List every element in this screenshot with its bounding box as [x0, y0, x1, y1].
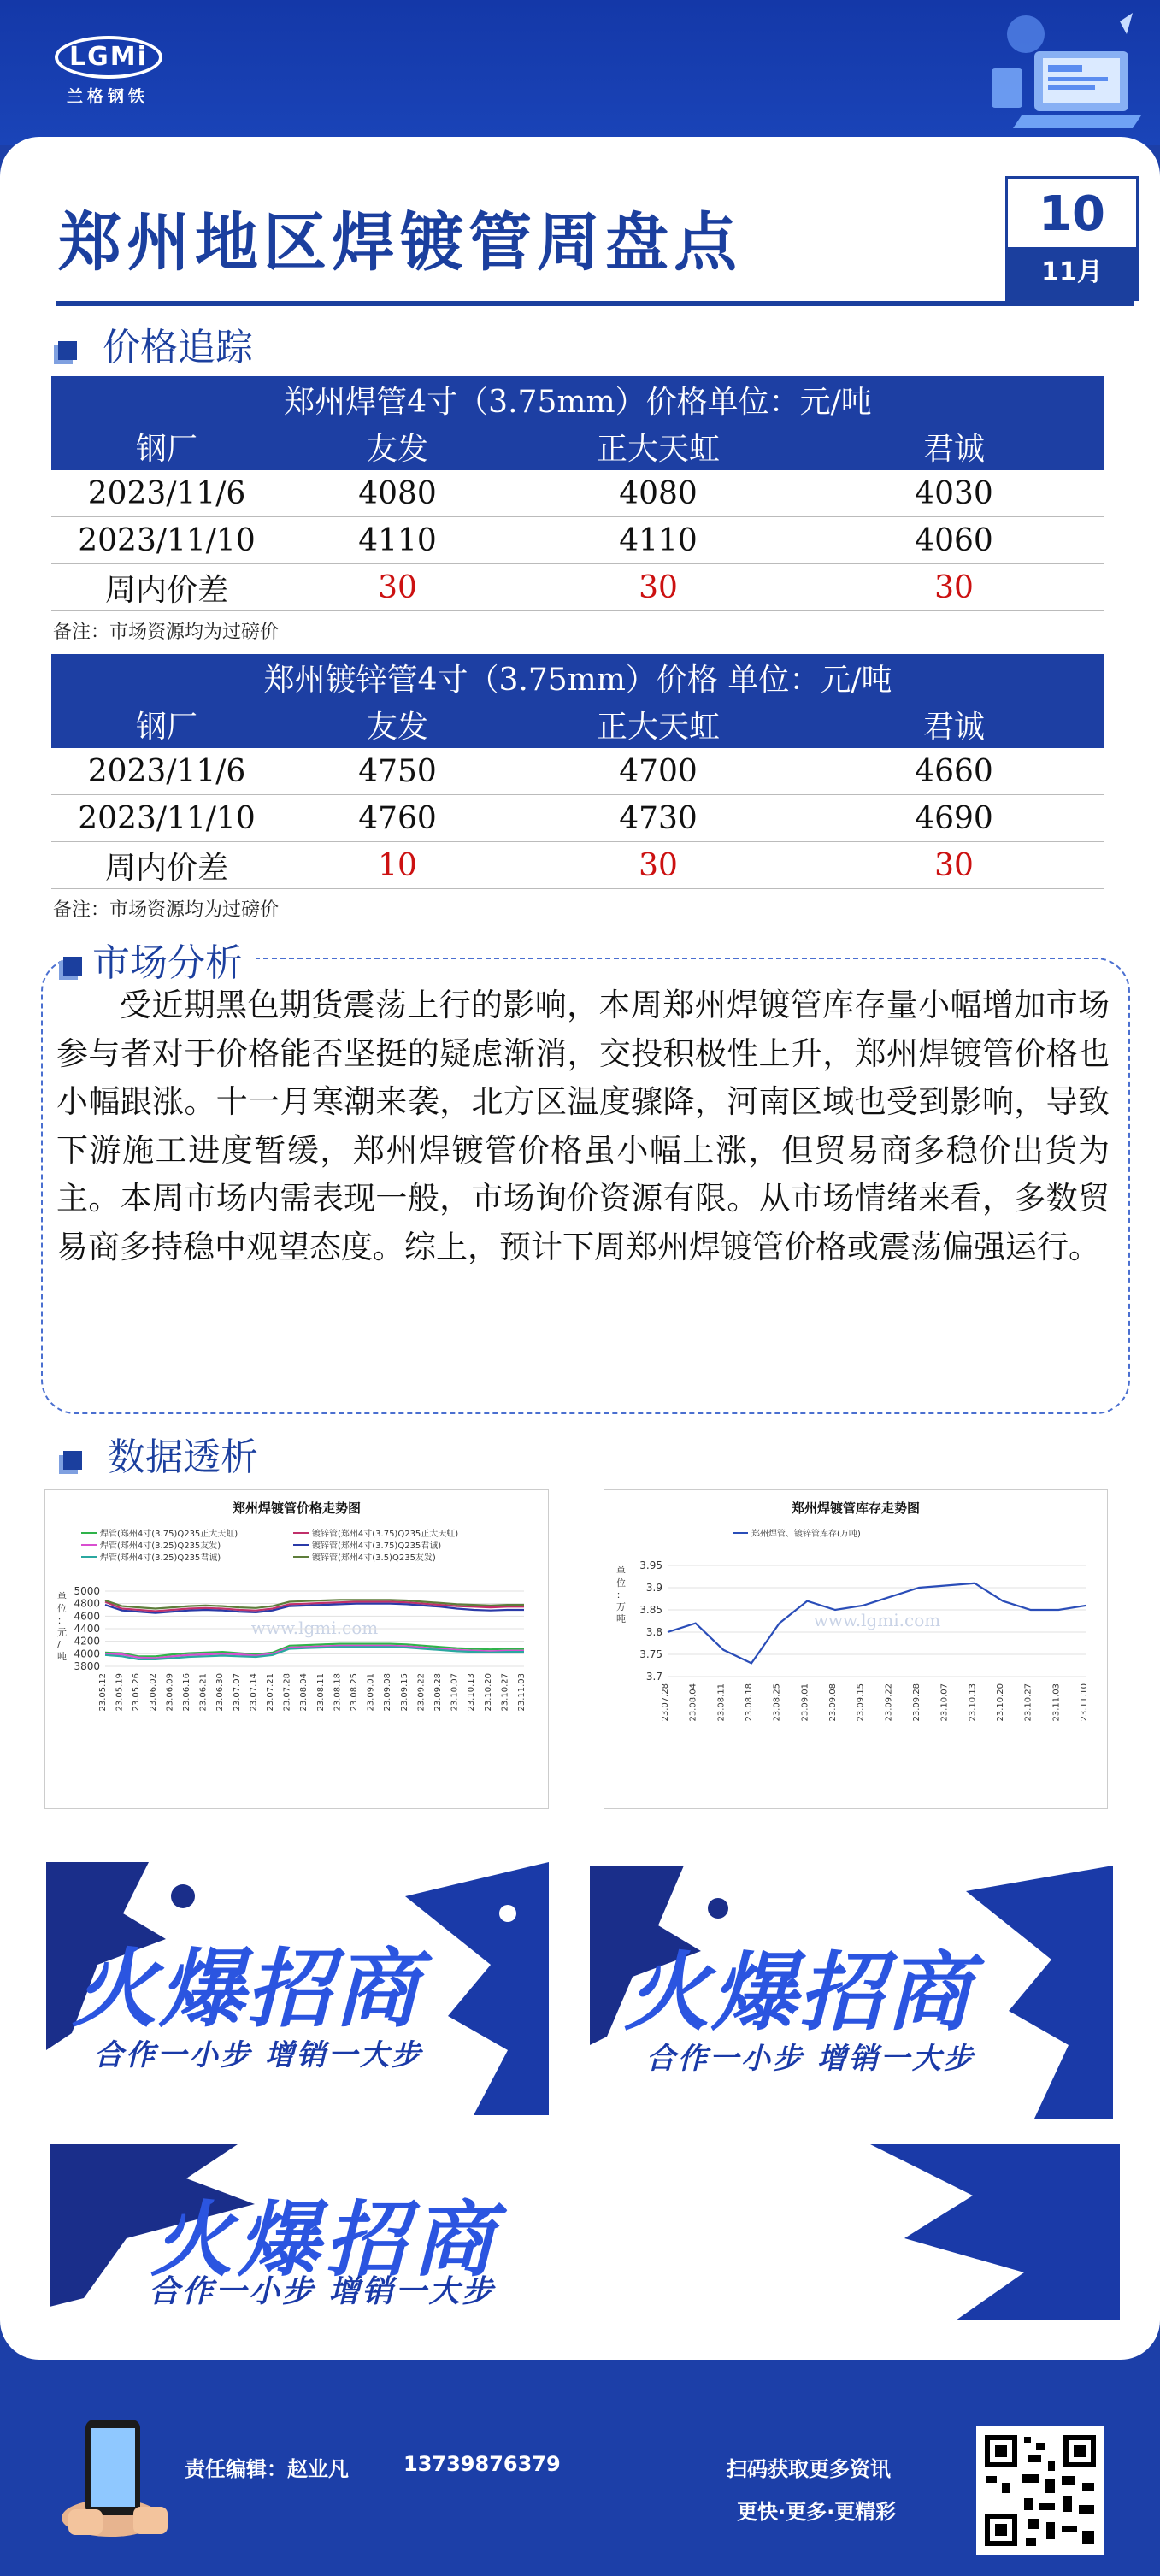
table-cell: 4750: [282, 748, 513, 795]
price-diff: 30: [513, 842, 804, 889]
table-row: [51, 470, 1104, 517]
x-tick-label: 23.07.28: [282, 1673, 292, 1712]
x-tick-label: 23.11.03: [517, 1673, 527, 1712]
logo-subtitle: 兰格钢铁: [67, 87, 150, 106]
x-tick-label: 23.10.27: [1023, 1683, 1033, 1722]
promo-big-a: 火爆: [150, 2192, 325, 2288]
x-tick-label: 23.05.26: [132, 1673, 142, 1712]
chart-title: 郑州焊镀管库存走势图: [791, 1500, 920, 1516]
x-tick-label: 23.10.27: [500, 1673, 510, 1712]
section-market-heading: [63, 932, 256, 987]
table-cell: 4730: [513, 795, 804, 842]
section-market-label: 市场分析: [92, 941, 243, 985]
table-cell: 4760: [282, 795, 513, 842]
page-title: 郑州地区焊镀管周盘点: [58, 206, 742, 280]
y-tick-label: 3800: [74, 1660, 100, 1672]
welded-pipe-price-table: [51, 376, 1104, 611]
x-tick-label: 23.08.11: [716, 1683, 727, 1722]
y-tick-label: 3.9: [645, 1582, 662, 1594]
y-tick-label: 4400: [74, 1623, 100, 1635]
section-square-icon: [58, 341, 77, 360]
table-header: 钢厂: [51, 700, 282, 748]
price-diff: 30: [282, 564, 513, 611]
x-tick-label: 23.10.20: [483, 1673, 493, 1712]
promo-big-b: 招商: [246, 1939, 421, 2039]
x-tick-label: 23.10.13: [968, 1683, 978, 1722]
promo-small-text: 合作一小步 增销一大步: [149, 2274, 496, 2309]
x-tick-label: 23.09.08: [383, 1673, 393, 1712]
x-tick-label: 23.09.28: [433, 1673, 443, 1712]
table-cell: 周内价差: [51, 842, 282, 889]
x-tick-label: 23.07.28: [661, 1683, 670, 1722]
promo-big-b: 招商: [325, 2192, 499, 2288]
table-cell: 2023/11/10: [51, 517, 282, 564]
x-tick-label: 23.08.18: [745, 1683, 754, 1722]
chart-watermark: www.lgmi.com: [813, 1610, 941, 1630]
footer-slogan: 更快·更多·更精彩: [737, 2500, 897, 2524]
table-row: [51, 748, 1104, 795]
x-tick-label: 23.06.16: [182, 1673, 191, 1712]
x-tick-label: 23.06.09: [165, 1673, 175, 1712]
x-tick-label: 23.10.07: [450, 1673, 460, 1712]
y-tick-label: 3.85: [639, 1604, 662, 1616]
y-tick-label: 3.75: [639, 1648, 662, 1660]
x-tick-label: 23.09.15: [856, 1683, 866, 1722]
price-trend-svg: [45, 1518, 548, 1808]
x-tick-label: 23.05.19: [115, 1673, 125, 1712]
date-badge: [1005, 176, 1139, 301]
x-tick-label: 23.06.21: [198, 1673, 209, 1712]
section-data-label: 数据透析: [108, 1435, 258, 1479]
section-price-label: 价格追踪: [103, 326, 253, 369]
inventory-trend-svg: [604, 1518, 1107, 1808]
x-tick-label: 23.07.07: [232, 1673, 242, 1712]
footer-scan-text: 扫码获取更多资讯: [727, 2457, 891, 2481]
x-tick-label: 23.07.14: [249, 1673, 259, 1712]
price-diff: 30: [804, 564, 1104, 611]
section-square-icon: [63, 1451, 82, 1470]
promo-big-a: 火爆: [624, 1942, 798, 2043]
table2-caption: 郑州镀锌管4寸（3.75mm）价格 单位：元/吨: [51, 654, 1104, 700]
title-divider: [56, 301, 1134, 306]
price-diff: 10: [282, 842, 513, 889]
promo-banner-wide[interactable]: [50, 2144, 1120, 2320]
table-cell: 4030: [804, 470, 1104, 517]
y-tick-label: 4200: [74, 1635, 100, 1648]
chart-title: 郑州焊镀管价格走势图: [232, 1500, 361, 1516]
x-tick-label: 23.10.13: [467, 1673, 477, 1712]
legend-label: 镀锌管(郑州4寸(3.75)Q235君诚): [312, 1541, 442, 1551]
inventory-trend-chart: [604, 1489, 1108, 1809]
x-tick-label: 23.09.01: [366, 1673, 376, 1712]
table-cell: 4660: [804, 748, 1104, 795]
table-cell: 4110: [282, 517, 513, 564]
promo-big-a: 火爆: [72, 1939, 246, 2039]
x-tick-label: 23.08.04: [688, 1683, 698, 1722]
phone-hand-icon: [51, 2411, 171, 2539]
x-tick-label: 23.08.25: [772, 1683, 782, 1722]
x-tick-label: 23.05.12: [98, 1673, 108, 1712]
promo-small-text: 合作一小步 增销一大步: [94, 2038, 423, 2072]
table-header: 钢厂: [51, 422, 282, 470]
table-cell: 周内价差: [51, 564, 282, 611]
table-cell: 2023/11/6: [51, 748, 282, 795]
y-tick-label: 4600: [74, 1610, 100, 1623]
price-trend-chart: [44, 1489, 549, 1809]
table-header: 君诚: [804, 700, 1104, 748]
legend-label: 焊管(郑州4寸(3.75)Q235正大天虹): [100, 1530, 238, 1539]
y-tick-label: 4800: [74, 1597, 100, 1610]
table-cell: 4110: [513, 517, 804, 564]
table2-note: 备注：市场资源均为过磅价: [53, 899, 280, 921]
table-row-diff: [51, 842, 1104, 889]
table-header: 友发: [282, 700, 513, 748]
table1-note: 备注：市场资源均为过磅价: [53, 622, 280, 643]
x-tick-label: 23.09.28: [912, 1683, 922, 1722]
galvanized-pipe-price-table: [51, 654, 1104, 889]
promo-banner-left[interactable]: [46, 1862, 549, 2115]
x-tick-label: 23.09.22: [884, 1683, 894, 1722]
x-tick-label: 23.11.10: [1080, 1683, 1089, 1722]
promo-big-text: [72, 1920, 421, 2043]
x-tick-label: 23.11.03: [1051, 1683, 1062, 1722]
table-row: [51, 795, 1104, 842]
price-diff: 30: [513, 564, 804, 611]
table-header: 正大天虹: [513, 700, 804, 748]
x-tick-label: 23.10.07: [939, 1683, 950, 1722]
table-cell: 4060: [804, 517, 1104, 564]
table-cell: 2023/11/6: [51, 470, 282, 517]
footer-phone: 13739876379: [403, 2452, 561, 2476]
y-axis-label: 单位：元/吨: [57, 1591, 67, 1662]
legend-label: 镀锌管(郑州4寸(3.5)Q235友发): [312, 1553, 436, 1563]
table-header: 正大天虹: [513, 422, 804, 470]
x-tick-label: 23.09.15: [399, 1673, 409, 1712]
table1-caption: 郑州焊管4寸（3.75mm）价格单位：元/吨: [51, 376, 1104, 422]
section-data-heading: [63, 1426, 258, 1481]
y-tick-label: 4000: [74, 1648, 100, 1660]
date-day: 10: [1039, 186, 1105, 242]
promo-small-text: 合作一小步 增销一大步: [646, 2042, 975, 2076]
table-cell: 4080: [513, 470, 804, 517]
table-cell: 4700: [513, 748, 804, 795]
y-tick-label: 3.7: [645, 1671, 662, 1683]
table-row: [51, 517, 1104, 564]
promo-big-b: 招商: [798, 1942, 973, 2043]
x-tick-label: 23.06.02: [148, 1673, 158, 1712]
table-row-diff: [51, 564, 1104, 611]
legend-label: 镀锌管(郑州4寸(3.75)Q235正大天虹): [312, 1530, 459, 1539]
chart-watermark: www.lgmi.com: [250, 1618, 379, 1638]
date-month: 11月: [1008, 247, 1136, 298]
footer-editor: 责任编辑：赵业凡: [185, 2457, 349, 2481]
x-tick-label: 23.09.22: [416, 1673, 427, 1712]
lgmi-logo: [55, 36, 166, 113]
x-tick-label: 23.08.11: [315, 1673, 326, 1712]
qr-code-icon[interactable]: [976, 2426, 1104, 2555]
y-axis-label: 单位：万吨: [616, 1565, 626, 1624]
y-tick-label: 3.95: [639, 1559, 662, 1571]
x-tick-label: 23.10.20: [996, 1683, 1005, 1722]
x-tick-label: 23.09.08: [828, 1683, 838, 1722]
x-tick-label: 23.08.04: [299, 1673, 309, 1712]
x-tick-label: 23.08.25: [350, 1673, 359, 1712]
promo-banner-right[interactable]: [590, 1866, 1113, 2119]
promo-big-text: [624, 1924, 973, 2047]
price-diff: 30: [804, 842, 1104, 889]
legend-label: 郑州焊管、镀锌管库存(万吨): [751, 1530, 861, 1539]
table-header: 君诚: [804, 422, 1104, 470]
laptop-decoration-icon: [975, 9, 1145, 145]
section-square-icon: [63, 957, 82, 976]
x-tick-label: 23.06.30: [215, 1673, 226, 1712]
table-cell: 2023/11/10: [51, 795, 282, 842]
market-analysis-text: 受近期黑色期货震荡上行的影响，本周郑州焊镀管库存量小幅增加市场参与者对于价格能否坚挺的疑虑渐消，交投积极性上升，郑州焊镀管价格也小幅跟涨。十一月寒潮来袭，北方区温度骤降，河南区域也受到影响，导致下游施工进度暂缓，郑州焊镀管价格虽小幅上涨，但贸易商多稳价出货为主。本周市场内需表现一般，市场询价资源有限。从市场情绪来看，多数贸易商多持稳中观望态度。综上，预计下周郑州焊镀管价格或震荡偏强运行。: [56, 987, 1110, 1265]
y-tick-label: 3.8: [645, 1626, 662, 1638]
x-tick-label: 23.07.21: [266, 1673, 275, 1712]
table-header: 友发: [282, 422, 513, 470]
legend-label: 焊管(郑州4寸(3.25)Q235友发): [100, 1541, 221, 1551]
x-tick-label: 23.09.01: [800, 1683, 810, 1722]
logo-text: LGMi: [55, 36, 162, 79]
table-cell: 4690: [804, 795, 1104, 842]
x-tick-label: 23.08.18: [333, 1673, 343, 1712]
section-price-heading: [58, 316, 253, 371]
y-tick-label: 5000: [74, 1585, 100, 1597]
table-cell: 4080: [282, 470, 513, 517]
legend-label: 焊管(郑州4寸(3.25)Q235君诚): [100, 1553, 221, 1563]
